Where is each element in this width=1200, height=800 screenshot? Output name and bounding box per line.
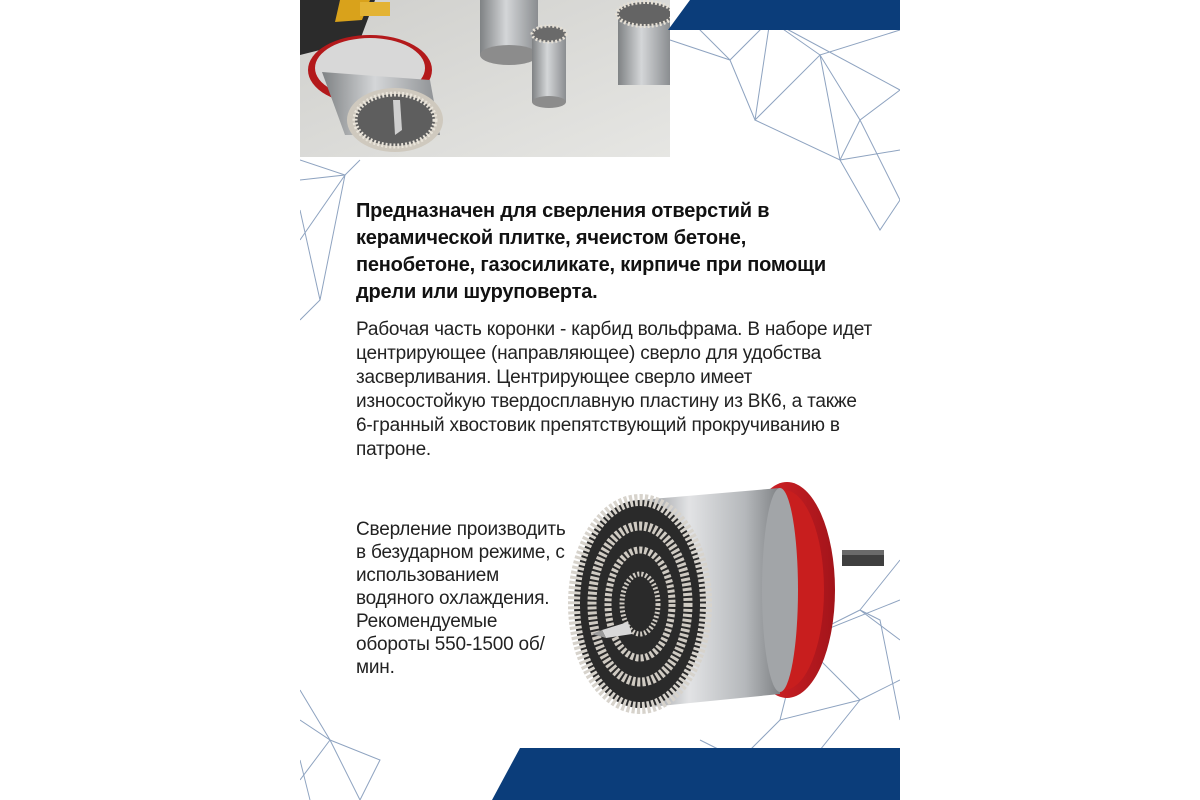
bottom-navy-banner (492, 748, 900, 800)
drill-core-bits-photo (300, 0, 670, 157)
product-image (562, 472, 892, 736)
core-bit-set-illustration (562, 472, 892, 736)
product-info-card (300, 0, 900, 800)
top-navy-banner (668, 0, 900, 30)
usage-text: Сверление производить в безударном режиме, с использованием водяного охлаждения. Рекомендуемые обороты 550-1500 об/мин. (356, 519, 566, 678)
top-photo (300, 0, 670, 157)
purpose-text: Предназначен для сверления отверстий в керамической плитке, ячеистом бетоне, пенобетоне, газосиликате, кирпиче при помощи дрели или шуруповерта. (356, 200, 826, 303)
description-text: Рабочая часть коронки - карбид вольфрама. В наборе идет центрирующее (направляющее) сверло для удобства засверливания. Центрирующее сверло имеет износостойкую твердосплавную пластину из ВК6, а также 6-гранный хвостовик препятствующий прокручиванию в патроне. (356, 319, 872, 460)
